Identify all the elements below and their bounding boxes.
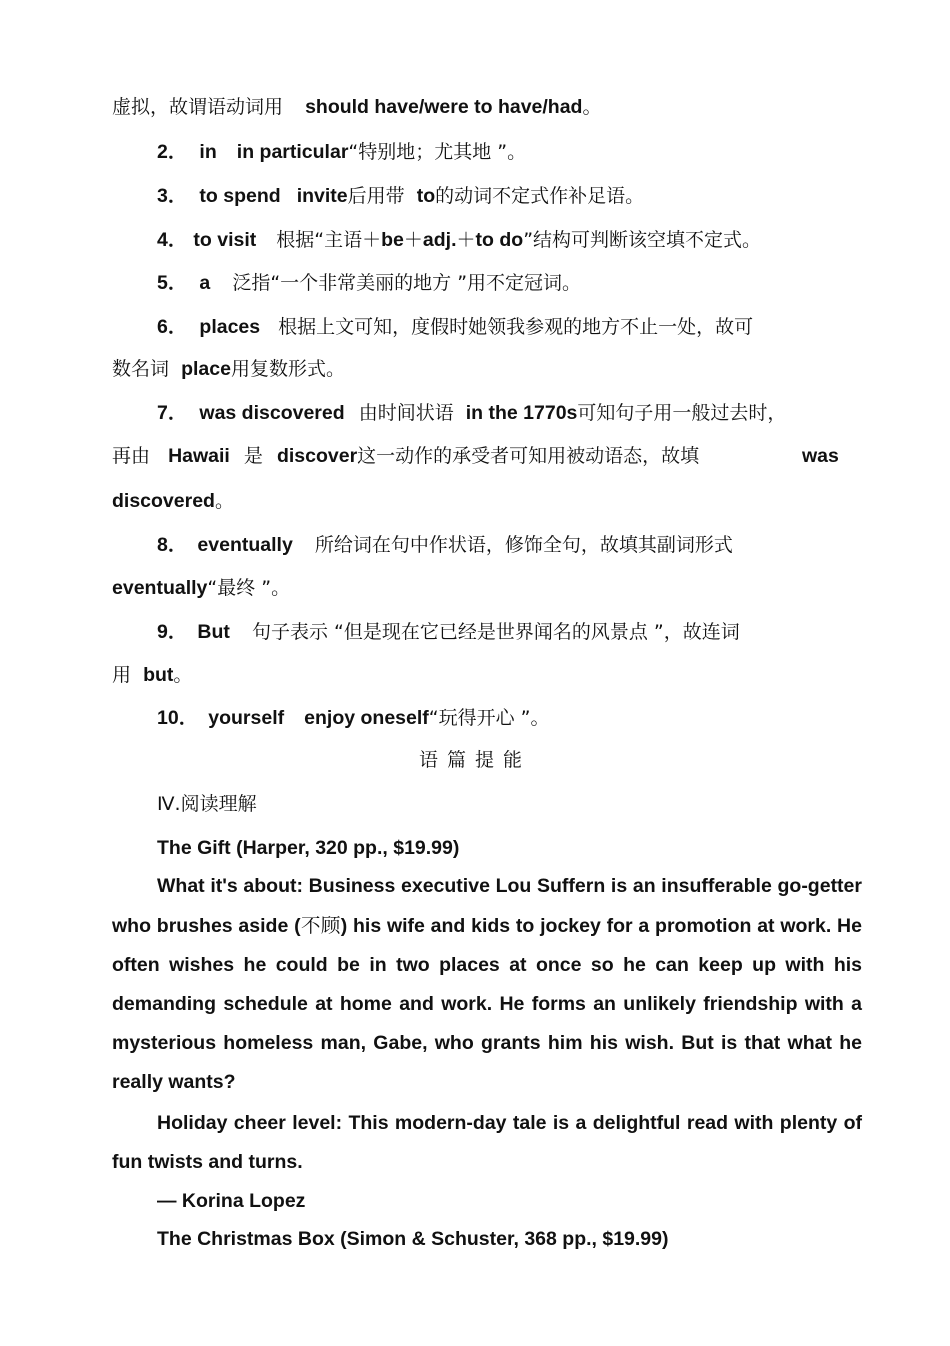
book-1-author: — Korina Lopez <box>157 1190 306 1212</box>
answer-9: 9． But 句子表示 “但是现在它已经是世界闻名的风景点 ”，故连词 <box>157 621 740 643</box>
answer-3: 3． to spend invite后用带 to的动词不定式作补足语。 <box>157 185 645 207</box>
answer-6-continuation: 数名词 place用复数形式。 <box>112 358 345 380</box>
answer-9-continuation: 用 but。 <box>112 664 193 686</box>
answer-8: 8． eventually 所给词在句中作状语，修饰全句，故填其副词形式 <box>157 534 733 556</box>
book-1-cheer: Holiday cheer level: This modern-day tale is a delightful read with plenty of fun twists and turns. <box>112 1112 862 1173</box>
answer-5: 5． a 泛指“一个非常美丽的地方 ”用不定冠词。 <box>157 272 582 294</box>
section-heading: 语篇提能 <box>418 749 531 771</box>
section-label: Ⅳ.阅读理解 <box>157 793 257 815</box>
answer-1-continuation: 虚拟，故谓语动词用 should have/were to have/had。 <box>112 96 602 118</box>
answer-4: 4． to visit 根据“主语＋be＋adj.＋to do”结构可判断该空填不定式。 <box>157 229 762 251</box>
answer-7-was: was <box>802 445 839 467</box>
answer-6: 6． places 根据上文可知，度假时她领我参观的地方不止一处，故可 <box>157 316 754 338</box>
answer-2: 2． in in particular“特别地；尤其地 ”。 <box>157 141 527 163</box>
answer-7: 7． was discovered 由时间状语 in the 1770s可知句子用一般过去时， <box>157 402 787 424</box>
answer-10: 10． yourself enjoy oneself“玩得开心 ”。 <box>157 707 550 729</box>
book-1-about: What it's about: Business executive Lou Suffern is an insufferable go-getter who brushes aside (不顾) his wife and kids to jockey for a promotion at work. He often wishes he could be in two places at once so he can keep up with his demanding schedule at home and work. He forms an unlikely friendship with a mysterious homeless man, Gabe, who grants him his wish. But is that what he really wants? <box>112 875 862 1093</box>
book-1-title: The Gift (Harper, 320 pp., $19.99) <box>157 837 460 859</box>
answer-8-continuation: eventually“最终 ”。 <box>112 577 291 599</box>
answer-7-line-2: 再由 Hawaii 是 discover这一动作的承受者可知用被动语态，故填 <box>112 445 700 467</box>
answer-7-line-3: discovered。 <box>112 490 234 512</box>
book-2-title: The Christmas Box (Simon & Schuster, 368 pp., $19.99) <box>157 1228 669 1250</box>
